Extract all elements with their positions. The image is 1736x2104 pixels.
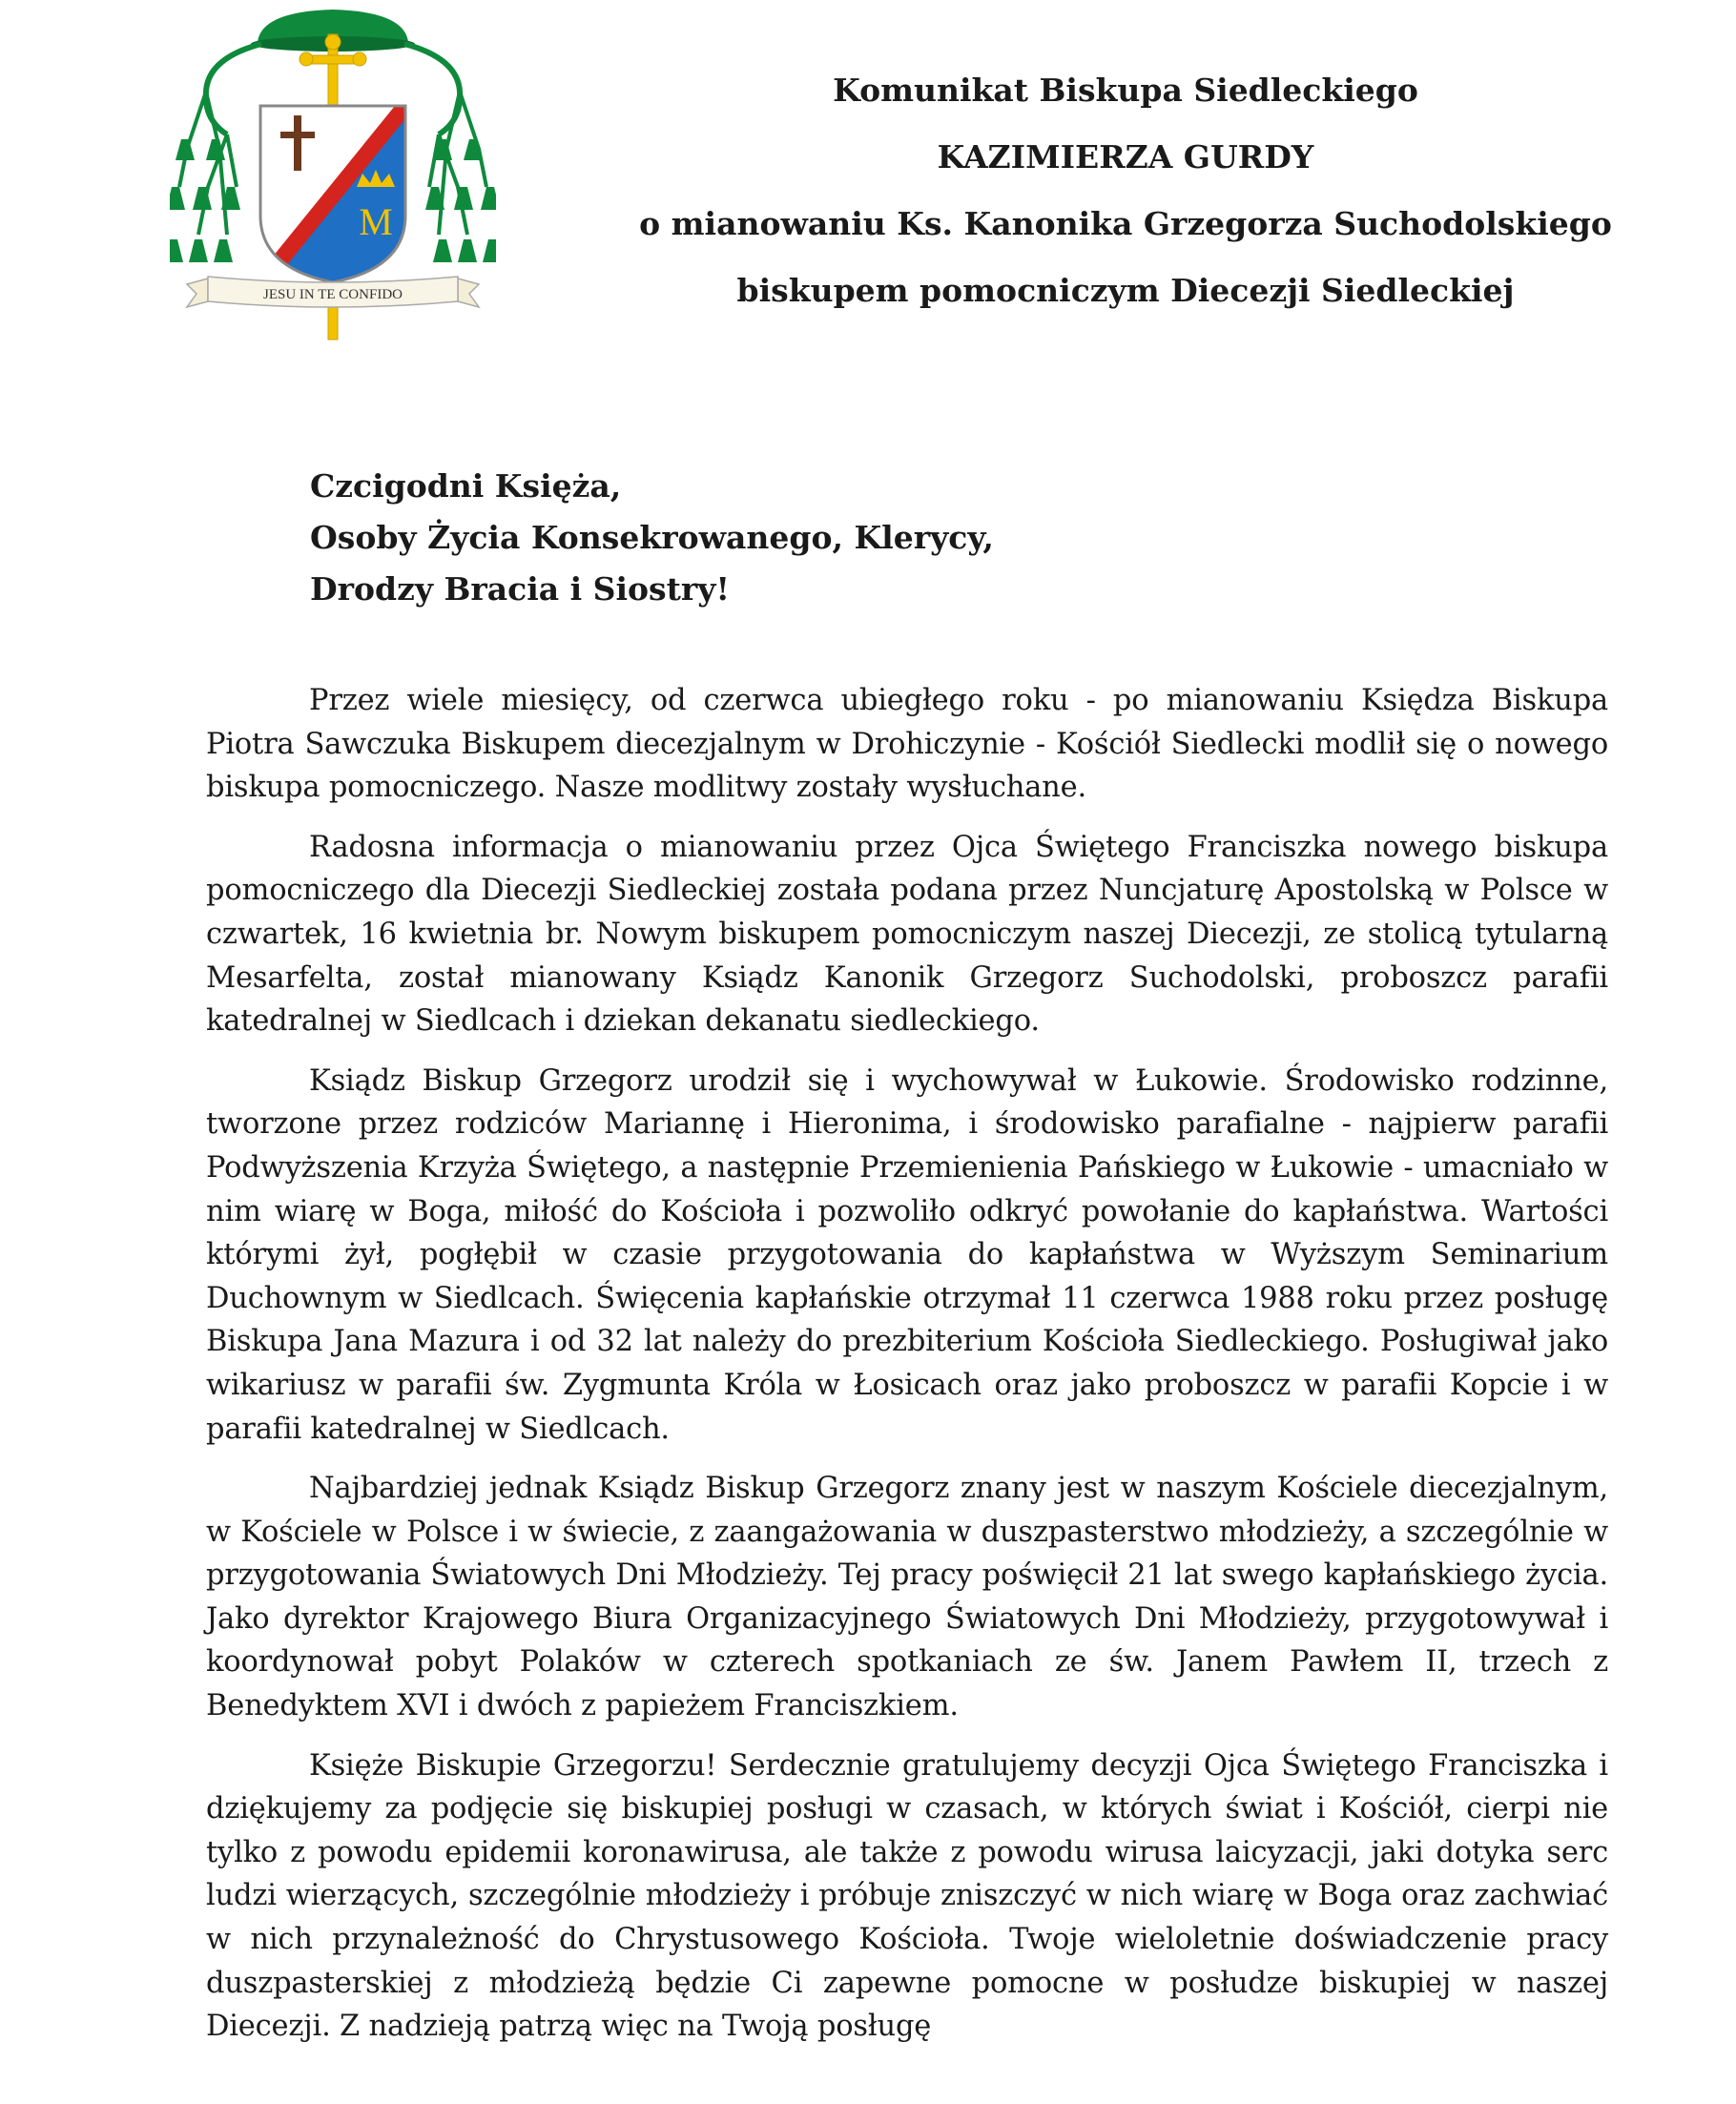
header-line-4: biskupem pomocniczym Diecezji Siedleckiej: [736, 272, 1515, 309]
document-header: [610, 57, 1641, 324]
body-text: [206, 679, 1608, 2065]
motto-text: JESU IN TE CONFIDO: [263, 287, 403, 302]
paragraph-4: Najbardziej jednak Ksiądz Biskup Grzegorz znany jest w naszym Kościele diecezjalnym, w Kościele w Polsce i w świecie, z zaangażowania w duszpasterstwo młodzieży, a szczególnie w przygotowania Światowych Dni Młodzieży. Tej pracy poświęcił 21 lat swego kapłańskiego życia. Jako dyrektor Krajowego Biura Organizacyjnego Światowych Dni Młodzieży, przygotowywał i koordynował pobyt Polaków w czterech spotkaniach ze św. Janem Pawłem II, trzech z Benedyktem XVI i dwóch z papieżem Franciszkiem.: [206, 1472, 1608, 1723]
greeting-line-1: Czcigodni Księża,: [310, 467, 622, 505]
paragraph-2: Radosna informacja o mianowaniu przez Ojca Świętego Franciszka nowego biskupa pomocniczego dla Diecezji Siedleckiej została podana przez Nuncjaturę Apostolską w Polsce w czwartek, 16 kwietnia br. Nowym biskupem pomocniczym naszej Diecezji, ze stolicą tytularną Mesarfelta, został mianowany Ksiądz Kanonik Grzegorz Suchodolski, proboszcz parafii katedralnej w Siedlcach i dziekan dekanatu siedleckiego.: [206, 830, 1608, 1039]
paragraph-5: Księże Biskupie Grzegorzu! Serdecznie gratulujemy decyzji Ojca Świętego Franciszka i dziękujemy za podjęcie się biskupiej posługi w czasach, w których świat i Kościół, cierpi nie tylko z powodu epidemii koronawirusa, ale także z powodu wirusa laicyzacji, jaki dotyka serc ludzi wierzących, szczególnie młodzieży i próbuje zniszczyć w nich wiarę w Boga oraz zachwiać w nich przynależność do Chrystusowego Kościoła. Twoje wieloletnie doświadczenie pracy duszpasterskiej z młodzieżą będzie Ci zapewne pomocne w posłudze biskupiej w naszej Diecezji. Z nadzieją patrzą więc na Twoją posługę: [206, 1748, 1608, 2044]
monogram-letter: M: [359, 200, 393, 243]
header-line-2: KAZIMIERZA GURDY: [937, 138, 1314, 175]
paragraph-3: Ksiądz Biskup Grzegorz urodził się i wychowywał w Łukowie. Środowisko rodzinne, tworzone przez rodziców Mariannę i Hieronima, i środowisko parafialne - najpierw parafii Podwyższenia Krzyża Świętego, a następnie Przemienienia Pańskiego w Łukowie - umacniało w nim wiarę w Boga, miłość do Kościoła i pozwoliło odkryć powołanie do kapłaństwa. Wartości którymi żył, pogłębił w czasie przygotowania do kapłaństwa w Wyższym Seminarium Duchownym w Siedlcach. Święcenia kapłańskie otrzymał 11 czerwca 1988 roku przez posługę Biskupa Jana Mazura i od 32 lat należy do prezbiterium Kościoła Siedleckiego. Posługiwał jako wikariusz w parafii św. Zygmunta Króla w Łosicach oraz jako proboszcz w parafii Kopcie i w parafii katedralnej w Siedlcach.: [206, 1063, 1608, 1446]
greeting-line-3: Drodzy Bracia i Siostry!: [310, 570, 730, 608]
coat-of-arms-logo: [170, 6, 496, 341]
greeting: [310, 461, 994, 615]
header-line-3: o mianowaniu Ks. Kanonika Grzegorza Suchodolskiego: [639, 205, 1612, 242]
shield: [244, 101, 420, 292]
header-line-1: Komunikat Biskupa Siedleckiego: [833, 72, 1418, 109]
paragraph-1: Przez wiele miesięcy, od czerwca ubiegłego roku - po mianowaniu Księdza Biskupa Piotra Sawczuka Biskupem diecezjalnym w Drohiczynie - Kościół Siedlecki modlił się o nowego biskupa pomocniczego. Nasze modlitwy zostały wysłuchane.: [206, 684, 1608, 805]
greeting-line-2: Osoby Życia Konsekrowanego, Klerycy,: [310, 519, 994, 556]
